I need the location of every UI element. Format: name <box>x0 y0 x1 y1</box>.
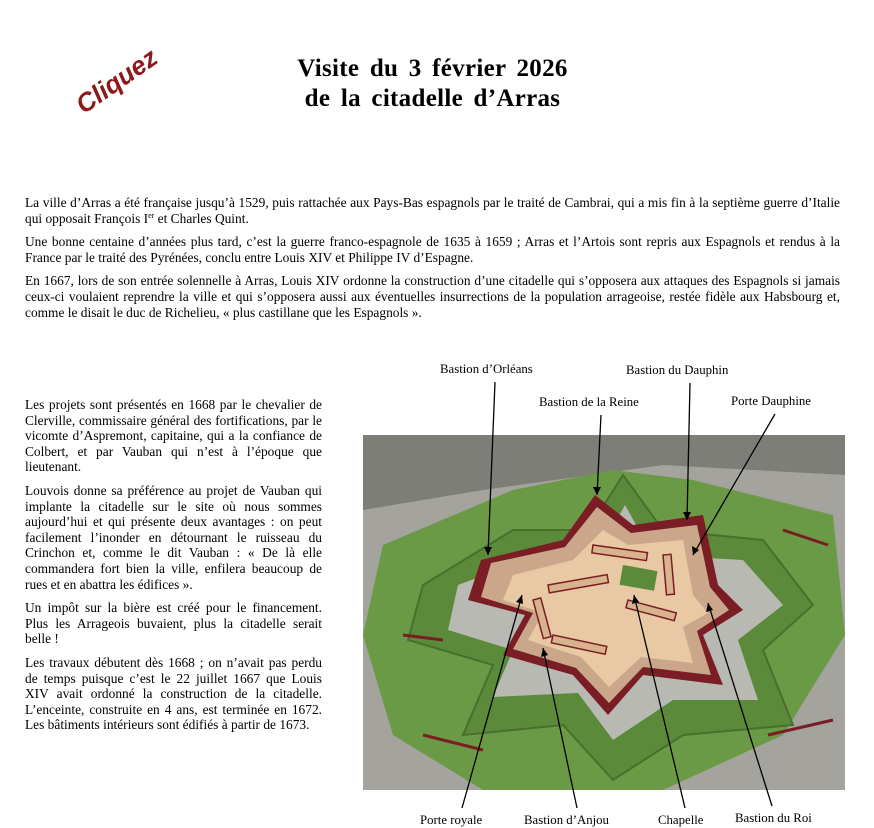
intro-p1-sup: er <box>148 210 155 220</box>
intro-p1-b: et Charles Quint. <box>154 210 249 226</box>
intro-text <box>25 195 840 328</box>
label-bastion-roi: Bastion du Roi <box>735 811 812 825</box>
label-bastion-orleans: Bastion d’Orléans <box>440 362 533 376</box>
title-line-1: Visite du 3 février 2026 <box>297 55 568 82</box>
label-bastion-reine: Bastion de la Reine <box>539 395 639 409</box>
intro-paragraph-2: Une bonne centaine d’années plus tard, c’est la guerre franco-espagnole de 1635 à 1659 ; Arras et l’Artois sont repris aux Espagnols et rendus à la France par le traité des Pyrénées, conclu entre Louis XIV et Philippe IV d’Espagne. <box>25 234 840 265</box>
page-title <box>180 54 685 114</box>
citadel-model-photo <box>363 435 845 790</box>
label-bastion-anjou: Bastion d’Anjou <box>524 813 609 827</box>
intro-paragraph-3: En 1667, lors de son entrée solennelle à Arras, Louis XIV ordonne la construction d’une citadelle qui s’opposera aux attaques des Espagnols si jamais ceux-ci voulaient reprendre la ville et qui s’opposera aussi aux éventuelles insurrections de la population arrageoise, restée fidèle aux Habsbourg et, comme le disait le duc de Richelieu, « plus castillane que les Espagnols ». <box>25 273 840 320</box>
intro-paragraph-1 <box>25 195 840 226</box>
history-paragraph-4: Les travaux débutent dès 1668 ; on n’avait pas perdu de temps puisque c’est le 22 juillet 1667 que Louis XIV avait ordonné la construction de la citadelle. L’enceinte, construite en 4 ans, est terminée en 1672. Les bâtiments intérieurs sont édifiés à partir de 1673. <box>25 654 322 733</box>
history-paragraph-1: Les projets sont présentés en 1668 par le chevalier de Clerville, commissaire général des fortifications, par le vicomte d’Aspremont, capitaine, qui a la confiance de Colbert, et par Vauban qui n’est à l’époque que lieutenant. <box>25 397 322 475</box>
label-porte-dauphine: Porte Dauphine <box>731 394 811 408</box>
title-line-2: de la citadelle d’Arras <box>304 85 561 112</box>
label-porte-royale: Porte royale <box>420 813 483 827</box>
history-paragraph-2: Louvois donne sa préférence au projet de Vauban qui implante la citadelle sur le site où nous sommes aujourd’hui et qui présente deux avantages : on peut facilement l’inonder en détournant le ruisseau du Crinchon et, comme le dit Vauban : « De là elle commandera fort bien la ville, enfilera beaucoup de rues et en abattra les édifices ». <box>25 482 322 592</box>
label-chapelle: Chapelle <box>658 813 704 827</box>
cliquez-link[interactable]: Cliquez <box>70 41 163 120</box>
label-bastion-dauphin: Bastion du Dauphin <box>626 363 729 377</box>
intro-p1-a: La ville d’Arras a été française jusqu’à 1529, puis rattachée aux Pays-Bas espagnols par le traité de Cambrai, qui a mis fin à la septième guerre d’Italie qui opposait François I <box>25 195 840 226</box>
history-paragraph-3: Un impôt sur la bière est créé pour le financement. Plus les Arrageois buvaient, plus la citadelle serait belle ! <box>25 600 322 647</box>
history-column <box>25 397 322 741</box>
citadel-model-illustration <box>363 435 845 790</box>
